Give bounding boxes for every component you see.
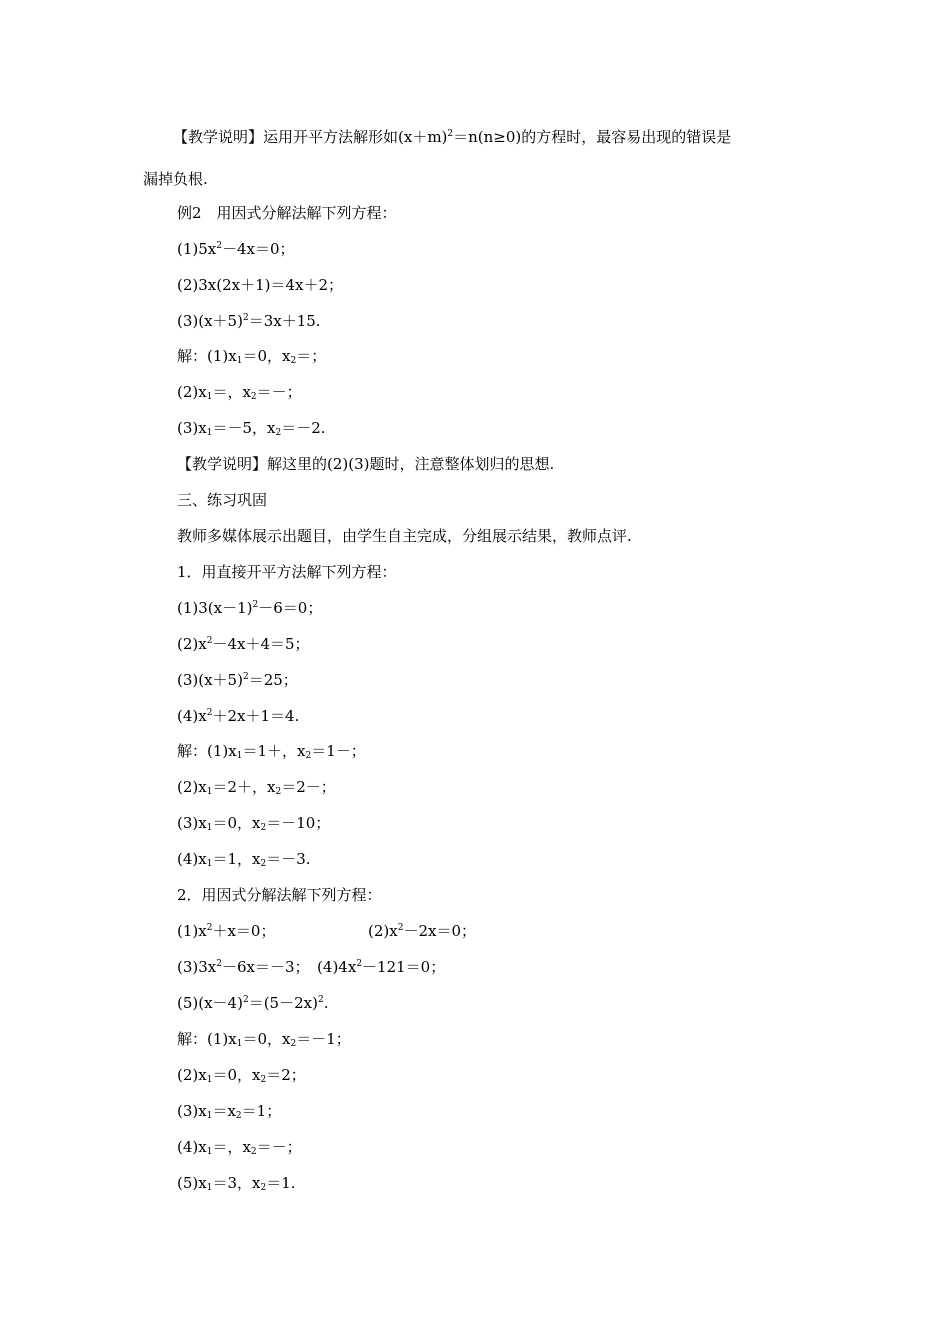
example-2-item-2: (2)3x(2x＋1)＝4x＋2； bbox=[177, 276, 344, 294]
example-2-item-1: $(1)5x^2-4x=0$； bbox=[177, 240, 295, 258]
exercise-2-item-2: $(2)x^2-2x=0$； bbox=[368, 922, 476, 940]
practice-intro: 教师多媒体展示出题目，由学生自主完成，分组展示结果，教师点评. bbox=[177, 527, 632, 545]
exercise-1-solution-4: $(4)x_1=1$，$x_2=-3$. bbox=[177, 850, 311, 869]
exercise-1-item-4: $(4)x^2+2x+1=4$. bbox=[177, 707, 300, 725]
exercise-1-solution-3: $(3)x_1=0$，$x_2=-10$； bbox=[177, 814, 331, 833]
exercise-1-heading: 1．用直接开平方法解下列方程： bbox=[177, 563, 397, 581]
exercise-1-solution-1: 解：$(1)x_1=1+$，$x_2=1-$； bbox=[177, 742, 366, 761]
exercise-2-solution-2: $(2)x_1=0$，$x_2=2$； bbox=[177, 1066, 306, 1085]
exercise-2-item-5: $(5)(x-4)^2=(5-2x)^2$. bbox=[177, 994, 329, 1012]
example-2-item-3: $(3)(x+5)^2=3x+15$. bbox=[177, 312, 321, 330]
example-2-solution-3: $(3)x_1=-5$，$x_2=-2$. bbox=[177, 419, 326, 438]
example-2-solution-2: $(2)x_1=$，$x_2=-$； bbox=[177, 383, 302, 402]
teaching-note-2: 【教学说明】解这里的(2)(3)题时，注意整体划归的思想. bbox=[177, 455, 555, 473]
exercise-2-items-3-4: $(3)3x^2-6x=-3$； $(4)4x^2-121=0$； bbox=[177, 958, 446, 976]
exercise-2-solution-3: $(3)x_1=x_2=1$； bbox=[177, 1102, 282, 1121]
exercise-1-item-1: $(1)3(x-1)^2-6=0$； bbox=[177, 599, 323, 617]
exercise-2-solution-1: 解：$(1)x_1=0$，$x_2=-1$； bbox=[177, 1030, 351, 1049]
exercise-2-items-1-2: $(1)x^2+x=0$； $(2)x^2-2x=0$； bbox=[177, 922, 476, 940]
section-heading-practice: 三、练习巩固 bbox=[177, 491, 268, 509]
exercise-2-solution-4: $(4)x_1=$，$x_2=-$； bbox=[177, 1138, 302, 1157]
exercise-1-item-3: $(3)(x+5)^2=25$； bbox=[177, 671, 298, 689]
exercise-1-item-2: $(2)x^2-4x+4=5$； bbox=[177, 635, 310, 653]
exercise-1-solution-2: $(2)x_1=2+$，$x_2=2-$； bbox=[177, 778, 336, 797]
exercise-2-heading: 2．用因式分解法解下列方程： bbox=[177, 886, 382, 904]
teaching-note-1-continued: 漏掉负根. bbox=[143, 170, 208, 188]
teaching-note-1: 【教学说明】运用开平方法解形如$(x+m)^2=n(n\ge 0)$的方程时，最容易出现的错误是 bbox=[173, 128, 732, 146]
example-2-heading: 例2 用因式分解法解下列方程： bbox=[177, 204, 397, 222]
example-2-solution-1: 解：$(1)x_1=0$，$x_2=$； bbox=[177, 347, 327, 366]
exercise-2-solution-5: $(5)x_1=3$，$x_2=1$. bbox=[177, 1174, 296, 1193]
